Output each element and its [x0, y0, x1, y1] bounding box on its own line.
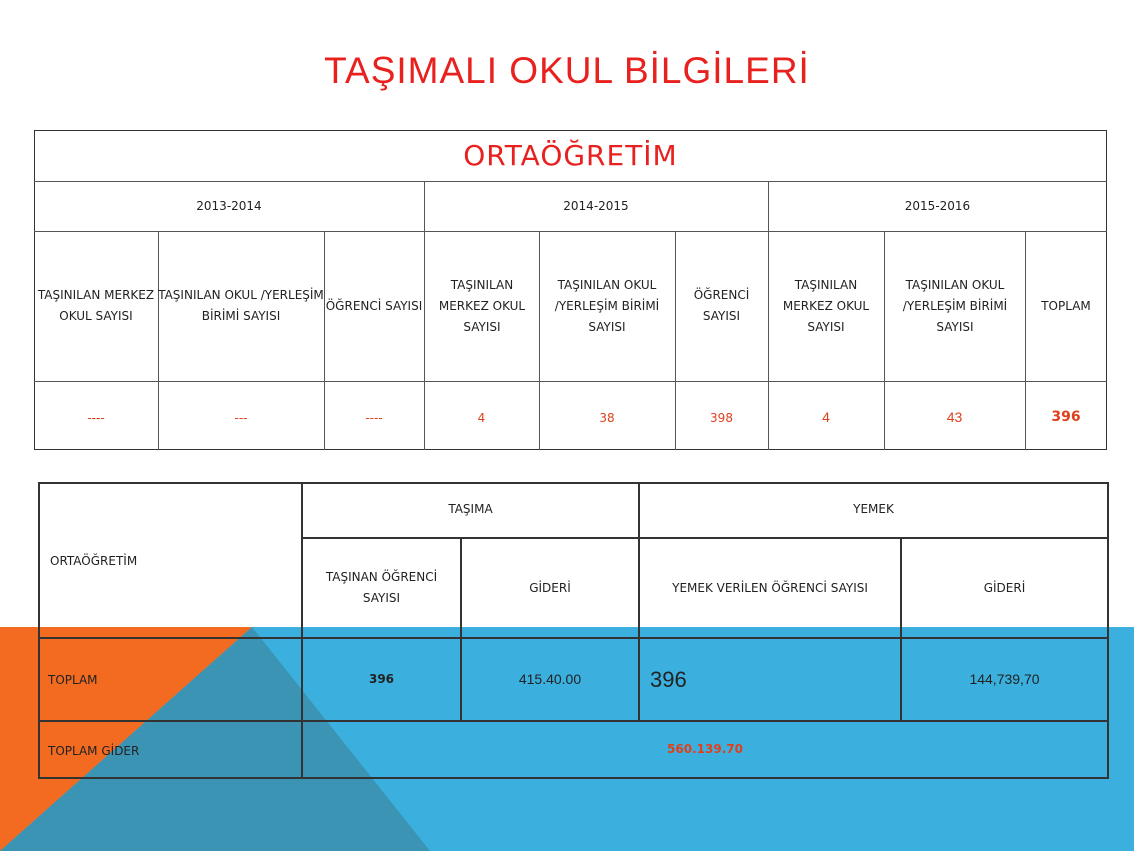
value-merkez-okul-2015: 4	[822, 409, 830, 425]
header-ogrenci-2014: ÖĞRENCİ SAYISI	[693, 288, 750, 323]
header-gideri-yemek: GİDERİ	[983, 580, 1026, 595]
header-yemek-verilen: YEMEK VERİLEN ÖĞRENCİ SAYISI	[672, 580, 868, 595]
group-tasima: TAŞIMA	[448, 502, 493, 516]
header-tasinan-ogrenci: TAŞINAN ÖĞRENCİ SAYISI	[325, 570, 438, 605]
page-title: TAŞIMALI OKUL BİLGİLERİ	[324, 50, 810, 91]
year-2014-2015: 2014-2015	[563, 198, 629, 213]
table1-title: ORTAÖĞRETİM	[463, 139, 678, 172]
year-2013-2014: 2013-2014	[196, 198, 262, 213]
value-yerlesim-2013: ---	[234, 411, 248, 425]
value-merkez-okul-2014: 4	[477, 411, 486, 425]
toplam-gider-value: 560.139.70	[667, 742, 743, 756]
toplam-gideri-yemek-value: 144,739,70	[969, 671, 1040, 687]
header-ogrenci-2013: ÖĞRENCİ SAYISI	[325, 298, 423, 313]
toplam-yemek-value: 396	[650, 667, 687, 692]
value-merkez-okul-2013: ----	[87, 411, 105, 425]
header-yerlesim-2015: TAŞINILAN OKUL /YERLEŞİM BİRİMİ SAYISI	[902, 277, 1008, 334]
toplam-tasinan-value: 396	[368, 672, 395, 686]
value-ogrenci-2014: 398	[710, 411, 733, 425]
value-toplam: 396	[1051, 409, 1081, 425]
header-toplam: TOPLAM	[1041, 298, 1091, 313]
toplam-gideri-tasima-value: 415.40.00	[518, 671, 582, 687]
row-toplam-gider-label: TOPLAM GİDER	[48, 744, 140, 758]
ortaogretim-expense-table	[38, 482, 1107, 777]
value-ogrenci-2013: ----	[365, 411, 383, 425]
header-yerlesim-2013: TAŞINILAN OKUL /YERLEŞİM BİRİMİ SAYISI	[158, 288, 324, 323]
header-merkez-okul-2013: TAŞINILAN MERKEZ OKUL SAYISI	[37, 288, 155, 323]
row-toplam-label: TOPLAM	[48, 673, 98, 687]
header-yerlesim-2014: TAŞINILAN OKUL /YERLEŞİM BİRİMİ SAYISI	[554, 277, 660, 334]
group-yemek: YEMEK	[853, 502, 894, 516]
value-yerlesim-2015: 43	[946, 409, 963, 425]
row-header-ortaogretim: ORTAÖĞRETİM	[50, 554, 138, 568]
ortaogretim-school-table	[34, 130, 1107, 450]
header-gideri-tasima: GİDERİ	[529, 580, 571, 595]
year-2015-2016: 2015-2016	[904, 198, 971, 213]
header-merkez-okul-2015: TAŞINILAN MERKEZ OKUL SAYISI	[782, 277, 870, 334]
value-yerlesim-2014: 38	[599, 411, 615, 425]
header-merkez-okul-2014: TAŞINILAN MERKEZ OKUL SAYISI	[438, 277, 526, 334]
